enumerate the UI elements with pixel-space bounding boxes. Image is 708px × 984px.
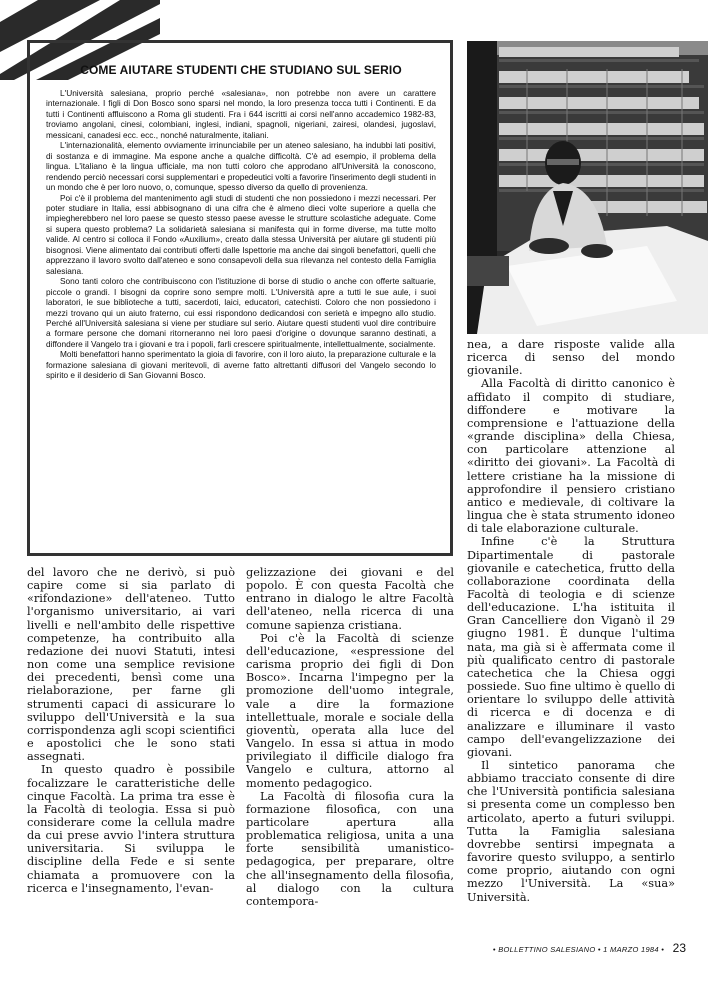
sidebar-box: [27, 40, 453, 556]
article-paragraph: Alla Facoltà di diritto canonico è affidato il compito di studiare, diffondere e motivare la comprensione e l'attuazione della «grande disciplina» della Chiesa, con particolare attenzione al «diritto dei giovani». La Facoltà di lettere cristiane ha la missione di approfondire il pensiero cristiano antico e medievale, di coltivare la lingua che è stata strumento idoneo di tale elaborazione culturale.: [467, 377, 675, 536]
photo-student-studying: [467, 41, 708, 334]
article-paragraph: Poi c'è la Facoltà di scienze dell'educazione, «espressione del carisma proprio dei figli di Don Bosco». Incarna l'impegno per la promozione dell'uomo integrale, vale a dire la formazione intellettuale, morale e sociale della gioventù, operata alla luce del Vangelo. In essa si attua in modo privilegiato il difficile dialogo fra Vangelo e cultura, attorno al momento pedagogico.: [246, 631, 454, 790]
box-paragraph: Poi c'è il problema del mantenimento agli studi di studenti che non possiedono i mezzi necessari. Per poter studiare in Italia, essi abbisognano di una cifra che è almeno dieci volte superiore a quella che impiegherebbero nel loro paese se questo stesso paese avesse le strutture scolastiche adeguate. Come si supera questo problema? La solidarietà salesiana si manifesta qui in forme diverse, ma tutte molto valide. Al centro si colloca il Fondo «Auxilium», creato dalla stessa Università per aiutare gli studenti più bisognosi. Viene alimentato dai contributi offerti dalle Ispettorie ma anche dai singoli benefattori, quelli che apprezzano il lavoro svolto dall'ateneo e sono consapevoli della sua rilevanza nel contesto della Famiglia salesiana.: [46, 192, 436, 276]
article-column-1: [27, 566, 235, 934]
article-paragraph: Infine c'è la Struttura Dipartimentale di pastorale giovanile e catechetica, frutto della collaborazione coordinata della Facoltà di teologia e di scienze dell'educazione. L'ha istituita il Gran Cancelliere don Viganò il 29 giugno 1981. È dunque l'ultima nata, ma già si è affermata come il più qualificato centro di pastorale catechetica che la Chiesa oggi possiede. Suo fine ultimo è quello di orientare lo sviluppo delle attività di ricerca e di docenza e di analizzare e illuminare il vasto campo dell'evangelizzazione dei giovani.: [467, 535, 675, 759]
article-column-2: [246, 566, 454, 934]
article-paragraph: gelizzazione dei giovani e del popolo. È con questa Facoltà che entrano in dialogo le altre Facoltà dell'ateneo, nella ricerca di una comune sapienza cristiana.: [246, 566, 454, 632]
article-paragraph: del lavoro che ne derivò, si può capire come si sia parlato di «rifondazione» dell'ateneo. Tutto l'organismo universitario, ai vari livelli e nell'ambito delle rispettive competenze, ha contribuito alla redazione dei nuovi Statuti, intesi non come una semplice revisione dei precedenti, bensì come una rielaborazione, per farne gli strumenti capaci di assicurare lo sviluppo dell'Università e la sua corrispondenza agli scopi scientifici e apostolici che le sono stati assegnati.: [27, 566, 235, 764]
article-paragraph: nea, a dare risposte valide alla ricerca di senso del mondo giovanile.: [467, 338, 675, 378]
article-paragraph: Il sintetico panorama che abbiamo tracciato consente di dire che l'Università pontificia salesiana si presenta come un complesso ben articolato, aperto a futuri sviluppi. Tutta la Famiglia salesiana dovrebbe sentirsi impegnata a favorire questo sviluppo, a sentirlo come proprio, aiutando con ogni mezzo l'Università. La «sua» Università.: [467, 759, 675, 904]
box-paragraph: Sono tanti coloro che contribuiscono con l'istituzione di borse di studio o anche con offerte saltuarie, piccole o grandi. I bisogni da coprire sono sempre molti. L'Università apre a tutti le sue aule, i suoi laboratori, le sue biblioteche a tutti, sacerdoti, laici, educatori, catechisti. Coloro che non possiedono i mezzi trovano qui un aiuto fraterno, cui essi rispondono dedicandosi con serietà e impegno allo studio. Perché all'Università salesiana si viene per studiare sul serio. Aiutare questi studenti vuol dire contribuire a formare persone che domani ritorneranno nei loro paesi d'origine o dovunque saranno destinati, a diffondere il Vangelo tra i giovani e tra i popoli, farli crescere spiritualmente, intellettualmente, socialmente.: [46, 276, 436, 349]
box-paragraph: Molti benefattori hanno sperimentato la gioia di favorire, con il loro aiuto, la preparazione culturale e la formazione salesiana di giovani meritevoli, di averne fatto altrettanti diffusori del Vangelo secondo lo spirito e il desiderio di San Giovanni Bosco.: [46, 349, 436, 381]
box-title: COME AIUTARE STUDENTI CHE STUDIANO SUL SERIO: [80, 63, 402, 77]
article-paragraph: In questo quadro è possibile focalizzare le caratteristiche delle cinque Facoltà. La prima tra esse è la Facoltà di teologia. Essa si può considerare come la cellula madre da cui prese avvio l'intera struttura universitaria. Si sviluppa le discipline della Fede e si sente chiamata a promuovere con la ricerca e l'insegnamento, l'evan-: [27, 763, 235, 895]
page-number: 23: [672, 941, 686, 955]
article-paragraph: La Facoltà di filosofia cura la formazione filosofica, con una particolare apertura alla problematica religiosa, unita a una forte sensibilità umanistico-pedagogica, per preparare, oltre che all'insegnamento della filosofia, al dialogo con la cultura contempora-: [246, 789, 454, 908]
box-paragraph: L'internazionalità, elemento ovviamente irrinunciabile per un ateneo salesiano, ha indubbi lati positivi, di sostanza e di immagine. Ma espone anche a qualche difficoltà. C'è ad esempio, il problema della lingua. L'italiano è la lingua ufficiale, ma non tutti coloro che approdano all'Università la conoscono, rendendo perciò necessari corsi supplementari e propedeutici volti a favorire l'inserimento degli studenti in un mondo che è per loro nuovo, o, comunque, spesso diverso da quello di provenienza.: [46, 140, 436, 193]
article-column-3: [467, 338, 675, 934]
footer-source: • BOLLETTINO SALESIANO • 1 MARZO 1984 •: [492, 945, 665, 954]
box-text: [46, 88, 436, 381]
page-footer: [470, 939, 686, 957]
box-paragraph: L'Università salesiana, proprio perché «salesiana», non potrebbe non avere un carattere internazionale. I figli di Don Bosco sono sparsi nel mondo, la loro presenza tocca tutti i Continenti. E da tutti i Continenti affluiscono a Roma gli studenti. Fra i 644 iscritti ai corsi nell'anno accademico 1982-83, troviamo angolani, cinesi, colombiani, inglesi, indiani, spagnoli, nigeriani, zairesi, olandesi, jugoslavi, messicani, canadesi ecc. ecc., nonché naturalmente, italiani.: [46, 88, 436, 140]
